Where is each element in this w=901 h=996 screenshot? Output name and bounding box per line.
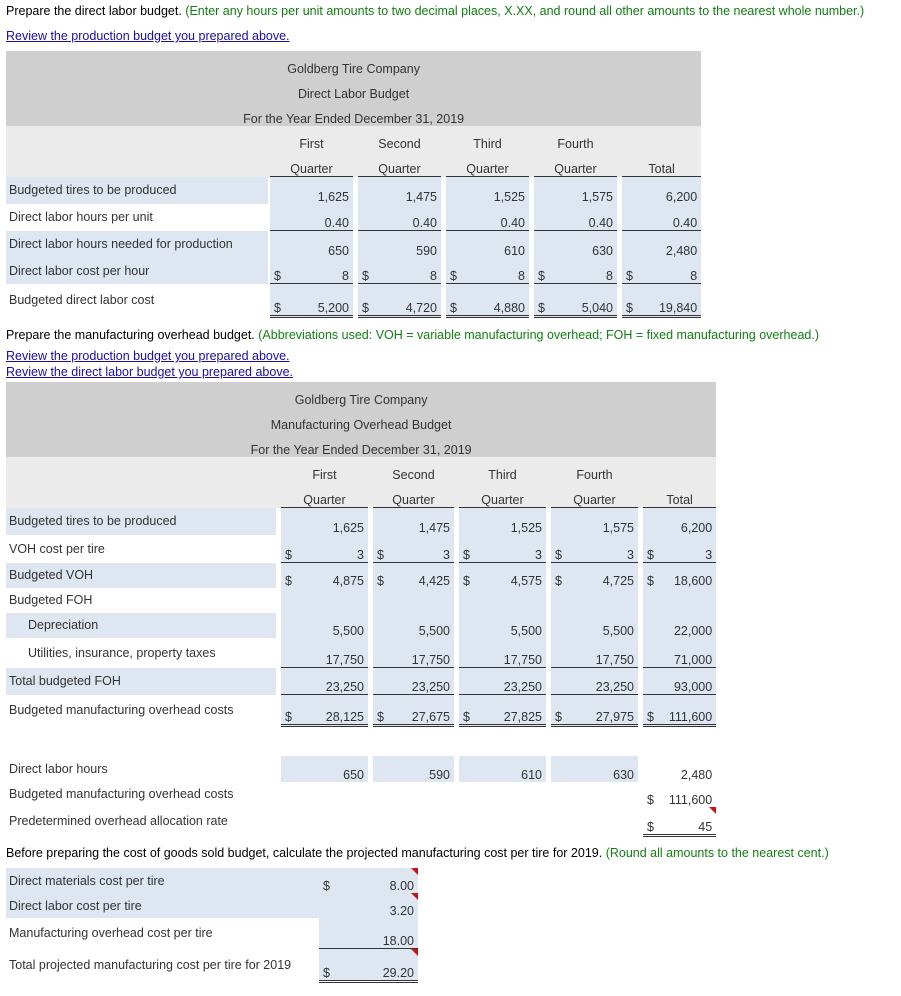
currency-symbol: $: [643, 563, 660, 588]
value-cell[interactable]: 1,525: [476, 508, 546, 535]
overhead-instruction: [6, 327, 901, 343]
value-cell[interactable]: 23,250: [390, 668, 454, 695]
row-label: Direct labor cost per hour: [6, 258, 268, 284]
value-cell[interactable]: 28,125: [298, 695, 368, 726]
table-row: [6, 868, 418, 893]
row-label: Direct materials cost per tire: [6, 868, 319, 893]
table-row: [6, 177, 701, 204]
currency-symbol: $: [281, 695, 298, 726]
value-cell[interactable]: 650: [298, 756, 368, 782]
value-cell[interactable]: 45: [660, 807, 716, 836]
value-cell[interactable]: 590: [390, 756, 454, 782]
table-row: [6, 948, 418, 981]
labor-col-q2-top: Second: [358, 126, 441, 151]
value-cell[interactable]: 27,675: [390, 695, 454, 726]
overhead-col-q2-top: Second: [373, 457, 454, 482]
row-label: Direct labor cost per tire: [6, 893, 319, 918]
overhead-col-q1-bottom: Quarter: [281, 482, 368, 508]
value-cell[interactable]: 0.40: [551, 204, 617, 231]
row-label: Budgeted direct labor cost: [6, 284, 268, 317]
value-cell[interactable]: 18,600: [660, 563, 716, 588]
table-row: [6, 782, 716, 807]
row-label: Direct labor hours needed for production: [6, 231, 268, 258]
currency-symbol: $: [373, 563, 390, 588]
value-cell[interactable]: 8: [287, 258, 353, 284]
value-cell[interactable]: 630: [568, 756, 638, 782]
value-cell[interactable]: 17,750: [476, 638, 546, 668]
labor-col-total-bottom: Total: [622, 151, 701, 177]
currency-symbol: [319, 893, 336, 918]
table-row: [6, 668, 716, 695]
row-label: Budgeted tires to be produced: [6, 177, 268, 204]
value-cell[interactable]: 17,750: [390, 638, 454, 668]
value-cell[interactable]: 18.00: [336, 918, 418, 948]
overhead-budget-title: Manufacturing Overhead Budget: [6, 407, 716, 432]
labor-instruction-text: Prepare the direct labor budget.: [6, 4, 182, 18]
value-cell[interactable]: 630: [551, 231, 617, 258]
value-cell[interactable]: 3: [390, 535, 454, 563]
overhead-col-q4-bottom: Quarter: [551, 482, 638, 508]
value-cell[interactable]: 3.20: [336, 893, 418, 918]
currency-symbol: $: [534, 258, 551, 284]
direct-labor-budget-table: [6, 51, 701, 318]
value-cell[interactable]: 1,475: [390, 508, 454, 535]
overhead-col-q3-bottom: Quarter: [459, 482, 546, 508]
currency-symbol: $: [643, 535, 660, 563]
value-cell[interactable]: 19,840: [639, 284, 701, 317]
currency-symbol: $: [551, 695, 568, 726]
currency-symbol: [319, 918, 336, 948]
currency-symbol: $: [358, 284, 375, 317]
value-cell[interactable]: 1,575: [551, 177, 617, 204]
row-label: VOH cost per tire: [6, 535, 276, 563]
value-cell[interactable]: 1,575: [568, 508, 638, 535]
table-row: [6, 204, 701, 231]
value-cell[interactable]: 4,425: [390, 563, 454, 588]
currency-symbol: $: [551, 563, 568, 588]
cost-hint: (Round all amounts to the nearest cent.): [605, 846, 829, 860]
table-row: [6, 918, 418, 948]
value-cell[interactable]: 23,250: [476, 668, 546, 695]
overhead-col-total-bottom: Total: [643, 482, 716, 508]
row-label: Budgeted manufacturing overhead costs: [6, 695, 276, 726]
table-row: [6, 284, 701, 317]
table-row: [6, 613, 716, 638]
labor-col-total-top: [622, 126, 701, 151]
table-row: [6, 563, 716, 588]
value-cell[interactable]: 8: [375, 258, 441, 284]
labor-col-q4-bottom: Quarter: [534, 151, 617, 177]
labor-hint: (Enter any hours per unit amounts to two decimal places, X.XX, and round all other amounts to the nearest whole number.): [185, 4, 865, 18]
value-cell[interactable]: 0.40: [287, 204, 353, 231]
value-cell[interactable]: 27,825: [476, 695, 546, 726]
currency-symbol: $: [459, 563, 476, 588]
value-cell[interactable]: 5,500: [568, 613, 638, 638]
currency-symbol: $: [534, 284, 551, 317]
value-cell[interactable]: 1,475: [375, 177, 441, 204]
value-cell[interactable]: 71,000: [660, 638, 716, 668]
labor-col-q4-top: Fourth: [534, 126, 617, 151]
value-cell[interactable]: 3: [476, 535, 546, 563]
currency-symbol: $: [622, 258, 639, 284]
overhead-col-q4-top: Fourth: [551, 457, 638, 482]
currency-symbol: $: [643, 782, 660, 807]
value-cell[interactable]: 2,480: [639, 231, 701, 258]
value-cell[interactable]: 0.40: [463, 204, 529, 231]
value-cell[interactable]: 93,000: [660, 668, 716, 695]
table-row: [6, 231, 701, 258]
value-cell[interactable]: 4,575: [476, 563, 546, 588]
currency-symbol: $: [446, 284, 463, 317]
overhead-hint: (Abbreviations used: VOH = variable manufacturing overhead; FOH = fixed manufacturing overhead.): [258, 328, 819, 342]
labor-col-q2-bottom: Quarter: [358, 151, 441, 177]
value-cell[interactable]: 1,625: [298, 508, 368, 535]
value-cell[interactable]: 29.20: [336, 948, 418, 981]
value-cell[interactable]: 5,500: [390, 613, 454, 638]
value-cell[interactable]: 3: [298, 535, 368, 563]
currency-symbol: $: [358, 258, 375, 284]
value-cell[interactable]: 5,040: [551, 284, 617, 317]
row-label: Utilities, insurance, property taxes: [6, 638, 276, 668]
spacer-row: [6, 726, 716, 756]
value-cell[interactable]: 0.40: [639, 204, 701, 231]
table-row: [6, 893, 418, 918]
overhead-instruction-text: Prepare the manufacturing overhead budget.: [6, 328, 255, 342]
cost-per-tire-table: [6, 868, 418, 983]
labor-budget-title: Direct Labor Budget: [6, 76, 701, 101]
value-cell[interactable]: 4,880: [463, 284, 529, 317]
value-cell[interactable]: 650: [287, 231, 353, 258]
row-label: Budgeted tires to be produced: [6, 508, 276, 535]
value-cell[interactable]: 2,480: [660, 756, 716, 782]
currency-symbol: $: [281, 535, 298, 563]
manufacturing-overhead-budget-table: [6, 382, 716, 837]
value-cell[interactable]: 23,250: [298, 668, 368, 695]
currency-symbol: $: [643, 807, 660, 836]
row-label: Budgeted manufacturing overhead costs: [6, 782, 276, 807]
value-cell[interactable]: 111,600: [660, 782, 716, 807]
review-production-link[interactable]: Review the production budget you prepared above.: [6, 29, 290, 43]
overhead-col-q1-top: First: [281, 457, 368, 482]
value-cell[interactable]: 8.00: [336, 868, 418, 893]
labor-budget-period: For the Year Ended December 31, 2019: [6, 101, 701, 126]
labor-col-q1-top: First: [270, 126, 353, 151]
table-row: [6, 535, 716, 563]
overhead-col-total-top: [643, 457, 716, 482]
row-label: Budgeted VOH: [6, 563, 276, 588]
value-cell[interactable]: 8: [551, 258, 617, 284]
labor-instruction: [6, 3, 901, 19]
row-label: Predetermined overhead allocation rate: [6, 807, 276, 836]
value-cell[interactable]: 610: [463, 231, 529, 258]
row-label: Direct labor hours per unit: [6, 204, 268, 231]
value-cell[interactable]: 610: [476, 756, 546, 782]
value-cell[interactable]: 8: [639, 258, 701, 284]
currency-symbol: $: [319, 868, 336, 893]
currency-symbol: $: [281, 563, 298, 588]
value-cell[interactable]: 4,720: [375, 284, 441, 317]
value-cell[interactable]: 5,500: [476, 613, 546, 638]
overhead-col-q3-top: Third: [459, 457, 546, 482]
currency-symbol: $: [319, 948, 336, 981]
value-cell[interactable]: 6,200: [639, 177, 701, 204]
currency-symbol: $: [459, 535, 476, 563]
currency-symbol: $: [270, 258, 287, 284]
review-labor-link[interactable]: Review the direct labor budget you prepared above.: [6, 365, 293, 379]
value-cell[interactable]: 8: [463, 258, 529, 284]
value-cell[interactable]: 3: [660, 535, 716, 563]
table-row: [6, 807, 716, 836]
value-cell[interactable]: 23,250: [568, 668, 638, 695]
value-cell[interactable]: 1,625: [287, 177, 353, 204]
overhead-budget-period: For the Year Ended December 31, 2019: [6, 432, 716, 457]
currency-symbol: $: [551, 535, 568, 563]
cost-instruction: [6, 845, 901, 861]
currency-symbol: $: [270, 284, 287, 317]
table-row: [6, 588, 716, 613]
value-cell[interactable]: 27,975: [568, 695, 638, 726]
row-label: Total projected manufacturing cost per tire for 2019: [6, 948, 319, 981]
value-cell[interactable]: 17,750: [298, 638, 368, 668]
row-label: Budgeted FOH: [6, 588, 276, 613]
value-cell[interactable]: 4,725: [568, 563, 638, 588]
currency-symbol: $: [373, 695, 390, 726]
value-cell[interactable]: 4,875: [298, 563, 368, 588]
value-cell[interactable]: 1,525: [463, 177, 529, 204]
currency-symbol: $: [622, 284, 639, 317]
value-cell[interactable]: 22,000: [660, 613, 716, 638]
value-cell[interactable]: 590: [375, 231, 441, 258]
value-cell[interactable]: 0.40: [375, 204, 441, 231]
overhead-company-name: Goldberg Tire Company: [6, 382, 716, 407]
value-cell[interactable]: 5,200: [287, 284, 353, 317]
value-cell[interactable]: 111,600: [660, 695, 716, 726]
value-cell[interactable]: 3: [568, 535, 638, 563]
row-label: Direct labor hours: [6, 756, 276, 782]
row-label: Total budgeted FOH: [6, 668, 276, 695]
currency-symbol: $: [446, 258, 463, 284]
table-row: [6, 695, 716, 726]
row-label: Manufacturing overhead cost per tire: [6, 918, 319, 948]
labor-col-q1-bottom: Quarter: [270, 151, 353, 177]
currency-symbol: $: [373, 535, 390, 563]
overhead-col-q2-bottom: Quarter: [373, 482, 454, 508]
review-production-link-2[interactable]: Review the production budget you prepared above.: [6, 349, 290, 363]
labor-col-q3-top: Third: [446, 126, 529, 151]
table-row: [6, 258, 701, 284]
labor-company-name: Goldberg Tire Company: [6, 51, 701, 76]
value-cell[interactable]: 5,500: [298, 613, 368, 638]
row-label: Depreciation: [6, 613, 276, 638]
value-cell[interactable]: 17,750: [568, 638, 638, 668]
table-row: [6, 756, 716, 782]
value-cell[interactable]: 6,200: [660, 508, 716, 535]
table-row: [6, 638, 716, 668]
currency-symbol: $: [643, 695, 660, 726]
table-row: [6, 508, 716, 535]
cost-instruction-text: Before preparing the cost of goods sold budget, calculate the projected manufacturing cost per tire for 2019.: [6, 846, 603, 860]
currency-symbol: $: [459, 695, 476, 726]
labor-col-q3-bottom: Quarter: [446, 151, 529, 177]
